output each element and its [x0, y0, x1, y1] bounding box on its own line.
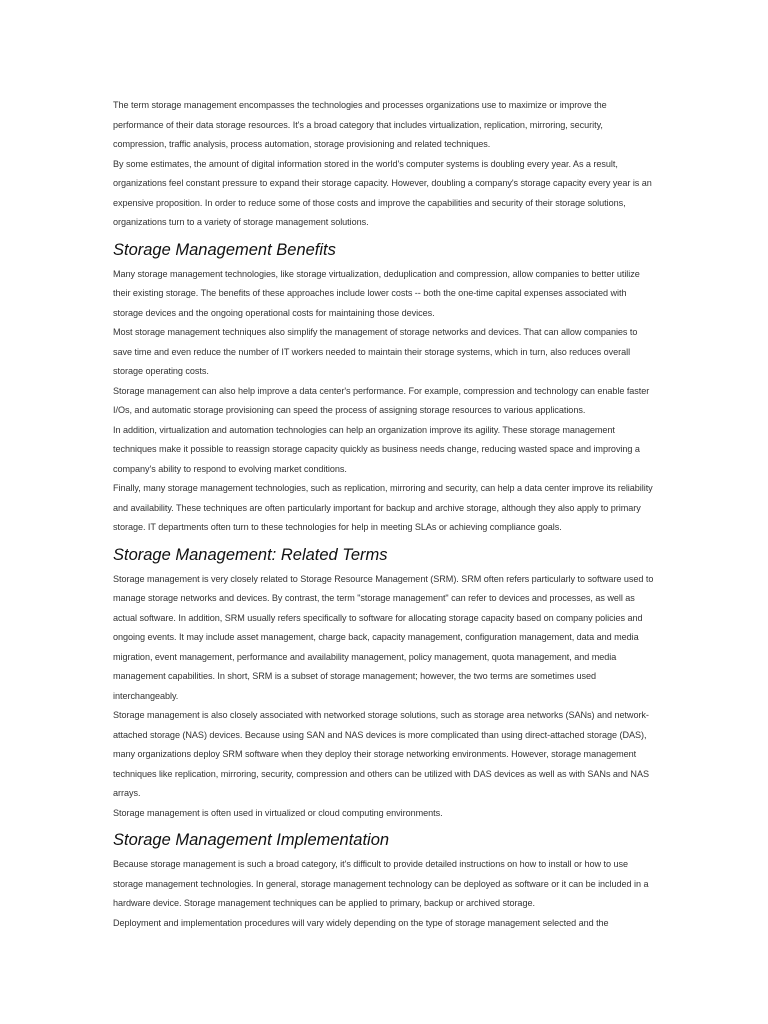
- related-terms-paragraph-1: Storage management is very closely related to Storage Resource Management (SRM). SRM often refers particularly to software used to manage storage networks and devices. By contrast, the term "storage management" can refer to devices and processes, as well as actual software. In addition, SRM usually refers specifically to software for allocating storage capacity based on company policies and ongoing events. It may include asset management, charge back, capacity management, configuration management, data and media migration, event management, performance and availability management, policy management, quota management, and media management capabilities. In short, SRM is a subset of storage management; however, the two terms are sometimes used interchangeably.: [113, 573, 654, 701]
- benefits-section: [113, 240, 658, 538]
- related-terms-heading: Storage Management: Related Terms: [113, 545, 388, 564]
- intro-paragraph-1: The term storage management encompasses the technologies and processes organizations use to maximize or improve the performance of their data storage resources. It's a broad category that includes virtualization, replication, mirroring, security, compression, traffic analysis, process automation, storage provisioning and related techniques.: [113, 100, 607, 149]
- related-terms-section: [113, 545, 658, 824]
- related-terms-paragraph-3: Storage management is often used in virtualized or cloud computing environments.: [113, 807, 443, 818]
- implementation-heading: Storage Management Implementation: [113, 831, 390, 849]
- benefits-heading: Storage Management Benefits: [113, 240, 336, 259]
- benefits-paragraph-2: Most storage management techniques also simplify the management of storage networks and devices. That can allow companies to save time and even reduce the number of IT workers needed to maintain their storage systems, which in turn, also reduces overall storage operating costs.: [113, 327, 638, 376]
- implementation-section: [113, 830, 658, 933]
- benefits-paragraph-4: In addition, virtualization and automation technologies can help an organization improve its agility. These storage management techniques make it possible to reassign storage capacity quickly as business needs change, reducing wasted space and improving a company's ability to respond to evolving market conditions.: [113, 424, 640, 474]
- benefits-paragraph-5: Finally, many storage management technologies, such as replication, mirroring and security, can help a data center improve its reliability and availability. These techniques are often particularly important for backup and archive storage, although they also apply to primary storage. IT departments often turn to these technologies for help in meeting SLAs or achieving compliance goals.: [113, 483, 653, 532]
- related-terms-paragraph-2: Storage management is also closely associated with networked storage solutions, such as storage area networks (SANs) and network-attached storage (NAS) devices. Because using SAN and NAS devices is more complicated than using direct-attached storage (DAS), many organizations deploy SRM software when they deploy their storage networking environments. However, storage management techniques like replication, mirroring, security, compression and others can be utilized with DAS devices as well as with SANs and NAS arrays.: [113, 710, 649, 798]
- implementation-paragraph-2: Deployment and implementation procedures will vary widely depending on the type of storage management selected and the: [113, 917, 609, 928]
- benefits-paragraph-3: Storage management can also help improve a data center's performance. For example, compression and technology can enable faster I/Os, and automatic storage provisioning can speed the process of assigning storage resources to various applications.: [113, 385, 650, 415]
- intro-section: [113, 96, 658, 233]
- document-page: [113, 96, 658, 933]
- implementation-paragraph-1: Because storage management is such a broad category, it's difficult to provide detailed instructions on how to install or how to use storage management technologies. In general, storage management technology can be deployed as software or it can be included in a hardware device. Storage management techniques can be applied to primary, backup or archived storage.: [113, 859, 649, 908]
- benefits-paragraph-1: Many storage management technologies, like storage virtualization, deduplication and compression, allow companies to better utilize their existing storage. The benefits of these approaches include lower costs -- both the one-time capital expenses associated with storage devices and the ongoing operational costs for maintaining those devices.: [113, 268, 640, 318]
- intro-paragraph-2: By some estimates, the amount of digital information stored in the world's computer systems is doubling every year. As a result, organizations feel constant pressure to expand their storage capacity. However, doubling a company's storage capacity every year is an expensive proposition. In order to reduce some of those costs and improve the capabilities and security of their storage solutions, organizations turn to a variety of storage management solutions.: [113, 158, 652, 227]
